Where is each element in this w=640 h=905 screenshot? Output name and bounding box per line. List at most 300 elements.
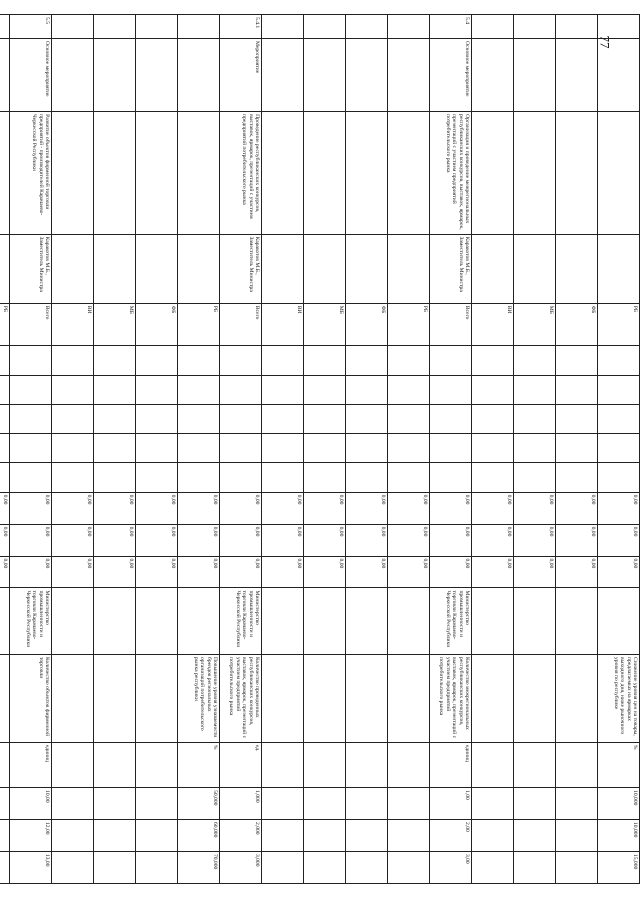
empty-cell xyxy=(556,463,598,492)
indicator-year-2 xyxy=(52,820,94,852)
activity-kind xyxy=(178,38,220,111)
table-row xyxy=(556,15,598,884)
indicator-name: Количество объектов фирменной торговли xyxy=(10,655,52,743)
empty-cell xyxy=(136,434,178,463)
indicator-year-1 xyxy=(94,788,136,820)
funding-source: ВИ xyxy=(52,303,94,346)
activity-kind xyxy=(52,38,94,111)
row-number xyxy=(346,15,388,39)
indicator-year-1 xyxy=(0,788,10,820)
indicator-unit xyxy=(556,742,598,787)
funding-source: РБ xyxy=(388,303,430,346)
amount-year-2: 0,00 xyxy=(556,524,598,556)
indicator-year-2 xyxy=(0,820,10,852)
indicator-year-1 xyxy=(388,788,430,820)
empty-cell xyxy=(262,375,304,404)
empty-cell xyxy=(94,463,136,492)
table-row xyxy=(178,15,220,884)
activity-name xyxy=(0,112,10,234)
funding-source: РБ xyxy=(178,303,220,346)
indicator-year-2 xyxy=(262,820,304,852)
responsible-person xyxy=(514,234,556,303)
empty-cell xyxy=(556,404,598,433)
empty-cell xyxy=(304,346,346,375)
indicator-year-3 xyxy=(262,851,304,883)
empty-cell xyxy=(94,434,136,463)
indicator-unit xyxy=(0,742,10,787)
indicator-name: Количество межрегиональных республиканских конкурсов, выставок, ярмарок, презентаций с участием предприятий потребительского рынка xyxy=(430,655,472,743)
empty-cell xyxy=(514,463,556,492)
empty-cell xyxy=(304,434,346,463)
activity-name xyxy=(178,112,220,234)
amount-year-3: 0,00 xyxy=(304,556,346,588)
empty-cell xyxy=(472,463,514,492)
row-number xyxy=(262,15,304,39)
executor xyxy=(262,588,304,655)
empty-cell xyxy=(304,375,346,404)
table-row xyxy=(262,15,304,884)
activity-kind: Основное мероприятие xyxy=(10,38,52,111)
indicator-name xyxy=(472,655,514,743)
funding-source: РБ xyxy=(598,303,640,346)
amount-year-3: 0,00 xyxy=(52,556,94,588)
indicator-unit xyxy=(514,742,556,787)
empty-cell xyxy=(346,375,388,404)
indicator-year-3: 3,000 xyxy=(220,851,262,883)
funding-source: МБ xyxy=(94,303,136,346)
table-row xyxy=(304,15,346,884)
funding-source: ФБ xyxy=(556,303,598,346)
empty-cell xyxy=(10,346,52,375)
indicator-year-3 xyxy=(136,851,178,883)
indicator-year-2 xyxy=(388,820,430,852)
indicator-year-3: 13,00 xyxy=(10,851,52,883)
indicator-year-2 xyxy=(304,820,346,852)
amount-year-1: 0,00 xyxy=(52,492,94,524)
empty-cell xyxy=(346,346,388,375)
table-row xyxy=(94,15,136,884)
empty-cell xyxy=(10,463,52,492)
empty-cell xyxy=(0,346,10,375)
indicator-year-3 xyxy=(52,851,94,883)
empty-cell xyxy=(556,375,598,404)
amount-year-2: 0,00 xyxy=(10,524,52,556)
indicator-name xyxy=(94,655,136,743)
indicator-year-1 xyxy=(514,788,556,820)
funding-source: РБ xyxy=(0,303,10,346)
amount-year-3: 0,00 xyxy=(0,556,10,588)
row-number xyxy=(304,15,346,39)
empty-cell xyxy=(0,434,10,463)
empty-cell xyxy=(136,463,178,492)
activity-name xyxy=(136,112,178,234)
activity-name xyxy=(262,112,304,234)
indicator-year-1: 10,000 xyxy=(598,788,640,820)
indicator-year-2 xyxy=(514,820,556,852)
activity-kind xyxy=(556,38,598,111)
indicator-year-3: 3,00 xyxy=(430,851,472,883)
indicator-unit xyxy=(136,742,178,787)
indicator-unit: единиц xyxy=(10,742,52,787)
empty-cell xyxy=(598,434,640,463)
executor: Министерство промышленности и торговли Карачаево-Черкесской Республики xyxy=(430,588,472,655)
amount-year-3: 0,00 xyxy=(598,556,640,588)
executor xyxy=(178,588,220,655)
indicator-year-2: 2,00 xyxy=(430,820,472,852)
funding-source: ФБ xyxy=(136,303,178,346)
indicator-unit xyxy=(304,742,346,787)
amount-year-3: 0,00 xyxy=(556,556,598,588)
indicator-unit: % xyxy=(598,742,640,787)
indicator-unit xyxy=(52,742,94,787)
responsible-person xyxy=(304,234,346,303)
empty-cell xyxy=(346,434,388,463)
activity-kind xyxy=(472,38,514,111)
indicator-year-1: 1,000 xyxy=(220,788,262,820)
indicator-year-2 xyxy=(346,820,388,852)
indicator-year-1 xyxy=(556,788,598,820)
amount-year-3: 0,00 xyxy=(136,556,178,588)
amount-year-1: 0,00 xyxy=(220,492,262,524)
activity-kind xyxy=(304,38,346,111)
amount-year-2: 0,00 xyxy=(262,524,304,556)
indicator-year-3 xyxy=(556,851,598,883)
amount-year-1: 0,00 xyxy=(598,492,640,524)
empty-cell xyxy=(388,434,430,463)
row-number xyxy=(0,15,10,39)
amount-year-1: 0,00 xyxy=(556,492,598,524)
empty-cell xyxy=(0,375,10,404)
amount-year-3: 0,00 xyxy=(514,556,556,588)
table-row xyxy=(472,15,514,884)
empty-cell xyxy=(136,346,178,375)
indicator-year-3 xyxy=(94,851,136,883)
empty-cell xyxy=(514,346,556,375)
empty-cell xyxy=(52,463,94,492)
activity-name xyxy=(346,112,388,234)
page-number: 77 xyxy=(597,35,613,49)
empty-cell xyxy=(346,463,388,492)
empty-cell xyxy=(94,404,136,433)
activity-name xyxy=(598,112,640,234)
empty-cell xyxy=(346,404,388,433)
amount-year-1: 0,00 xyxy=(430,492,472,524)
executor xyxy=(514,588,556,655)
indicator-unit: ед. xyxy=(220,742,262,787)
indicator-year-1 xyxy=(346,788,388,820)
row-number xyxy=(556,15,598,39)
indicator-year-1: 10,00 xyxy=(10,788,52,820)
indicator-name xyxy=(514,655,556,743)
empty-cell xyxy=(514,404,556,433)
indicator-name xyxy=(136,655,178,743)
empty-cell xyxy=(430,463,472,492)
amount-year-1: 0,00 xyxy=(10,492,52,524)
activity-kind xyxy=(514,38,556,111)
indicator-year-3 xyxy=(472,851,514,883)
indicator-unit: единиц xyxy=(430,742,472,787)
indicator-year-2 xyxy=(136,820,178,852)
executor: Министерство промышленности и торговли Карачаево-Черкесской Республики xyxy=(220,588,262,655)
indicator-unit xyxy=(472,742,514,787)
empty-cell xyxy=(220,346,262,375)
amount-year-2: 0,00 xyxy=(0,524,10,556)
indicator-unit: % xyxy=(178,742,220,787)
funding-source: ВИ xyxy=(472,303,514,346)
amount-year-3: 0,00 xyxy=(388,556,430,588)
indicator-year-1 xyxy=(304,788,346,820)
empty-cell xyxy=(262,463,304,492)
table-row xyxy=(598,15,640,884)
funding-source: ФБ xyxy=(346,303,388,346)
activity-kind xyxy=(346,38,388,111)
funding-source: Всего xyxy=(430,303,472,346)
row-number xyxy=(136,15,178,39)
executor xyxy=(304,588,346,655)
activity-name xyxy=(556,112,598,234)
amount-year-2: 0,00 xyxy=(304,524,346,556)
table-row xyxy=(430,15,472,884)
responsible-person xyxy=(136,234,178,303)
funding-source: Всего xyxy=(10,303,52,346)
responsible-person xyxy=(52,234,94,303)
empty-cell xyxy=(262,346,304,375)
empty-cell xyxy=(472,434,514,463)
empty-cell xyxy=(178,463,220,492)
activity-kind xyxy=(262,38,304,111)
indicator-year-3 xyxy=(346,851,388,883)
amount-year-1: 0,00 xyxy=(514,492,556,524)
executor xyxy=(94,588,136,655)
indicator-year-1 xyxy=(136,788,178,820)
amount-year-3: 0,00 xyxy=(220,556,262,588)
indicator-year-2: 2,000 xyxy=(220,820,262,852)
activity-kind xyxy=(136,38,178,111)
table-row xyxy=(10,15,52,884)
empty-cell xyxy=(388,346,430,375)
empty-cell xyxy=(388,404,430,433)
activity-name xyxy=(94,112,136,234)
empty-cell xyxy=(598,404,640,433)
amount-year-1: 0,00 xyxy=(178,492,220,524)
empty-cell xyxy=(430,434,472,463)
activity-name xyxy=(304,112,346,234)
indicator-year-1: 50,000 xyxy=(178,788,220,820)
executor xyxy=(346,588,388,655)
responsible-person xyxy=(94,234,136,303)
indicator-unit xyxy=(346,742,388,787)
indicator-year-3 xyxy=(304,851,346,883)
table-row xyxy=(346,15,388,884)
indicator-year-2: 60,000 xyxy=(178,820,220,852)
responsible-person xyxy=(0,234,10,303)
funding-source: МБ xyxy=(304,303,346,346)
activity-name xyxy=(472,112,514,234)
empty-cell xyxy=(94,346,136,375)
empty-cell xyxy=(220,404,262,433)
funding-source: МБ xyxy=(514,303,556,346)
activity-kind xyxy=(597,35,640,111)
empty-cell xyxy=(388,375,430,404)
table-row xyxy=(136,15,178,884)
empty-cell xyxy=(52,404,94,433)
amount-year-1: 0,00 xyxy=(304,492,346,524)
empty-cell xyxy=(514,375,556,404)
row-number xyxy=(472,15,514,39)
indicator-year-1 xyxy=(472,788,514,820)
table-row xyxy=(52,15,94,884)
amount-year-1: 0,00 xyxy=(388,492,430,524)
empty-cell xyxy=(598,463,640,492)
indicator-name xyxy=(346,655,388,743)
empty-cell xyxy=(178,404,220,433)
empty-cell xyxy=(598,375,640,404)
responsible-person xyxy=(262,234,304,303)
indicator-year-3 xyxy=(514,851,556,883)
row-number xyxy=(94,15,136,39)
table-row xyxy=(0,15,10,884)
indicator-name: Количество проведенных республиканских конкурсов, выставок, ярмарок, презентаций с участием предприятий потребительского рынка xyxy=(220,655,262,743)
empty-cell xyxy=(556,434,598,463)
responsible-person: Каракотов М.Б., Заместитель Министра xyxy=(430,234,472,303)
indicator-year-1 xyxy=(262,788,304,820)
activity-name: Развитие объектов фирменной торговли предприятий - производителей Карачаево-Черкесской Республики xyxy=(10,112,52,234)
empty-cell xyxy=(10,404,52,433)
amount-year-2: 0,00 xyxy=(136,524,178,556)
row-number xyxy=(178,15,220,39)
indicator-name xyxy=(262,655,304,743)
indicator-name xyxy=(556,655,598,743)
empty-cell xyxy=(136,404,178,433)
amount-year-1: 0,00 xyxy=(0,492,10,524)
amount-year-3: 0,00 xyxy=(346,556,388,588)
funding-source: ВИ xyxy=(262,303,304,346)
activity-name xyxy=(514,112,556,234)
empty-cell xyxy=(178,375,220,404)
empty-cell xyxy=(178,434,220,463)
indicator-year-3 xyxy=(388,851,430,883)
amount-year-2: 0,00 xyxy=(598,524,640,556)
activity-name xyxy=(52,112,94,234)
responsible-person xyxy=(178,234,220,303)
indicator-year-3: 70,000 xyxy=(178,851,220,883)
table-row xyxy=(388,15,430,884)
empty-cell xyxy=(52,346,94,375)
indicator-year-1 xyxy=(52,788,94,820)
empty-cell xyxy=(262,404,304,433)
amount-year-2: 0,00 xyxy=(94,524,136,556)
empty-cell xyxy=(472,404,514,433)
table-body xyxy=(0,15,640,884)
empty-cell xyxy=(10,434,52,463)
empty-cell xyxy=(0,463,10,492)
amount-year-1: 0,00 xyxy=(346,492,388,524)
indicator-year-2: 12,00 xyxy=(10,820,52,852)
empty-cell xyxy=(388,463,430,492)
indicator-name xyxy=(388,655,430,743)
activity-kind xyxy=(94,38,136,111)
empty-cell xyxy=(598,346,640,375)
empty-cell xyxy=(430,346,472,375)
activity-name: Организация и проведение межрегиональных республиканских конкурсов, выставок, ярмарок, презентаций с участием предприятий потребительского рынка xyxy=(430,112,472,234)
indicator-unit xyxy=(388,742,430,787)
executor xyxy=(556,588,598,655)
indicator-year-3 xyxy=(0,851,10,883)
indicator-name xyxy=(304,655,346,743)
indicator-year-3: 15,000 xyxy=(598,851,640,883)
amount-year-3: 0,00 xyxy=(94,556,136,588)
empty-cell xyxy=(0,404,10,433)
amount-year-1: 0,00 xyxy=(136,492,178,524)
executor xyxy=(388,588,430,655)
amount-year-2: 0,00 xyxy=(346,524,388,556)
amount-year-2: 0,00 xyxy=(430,524,472,556)
funding-source: Всего xyxy=(220,303,262,346)
row-number: 5.4 xyxy=(430,15,472,39)
table-row xyxy=(220,15,262,884)
amount-year-1: 0,00 xyxy=(472,492,514,524)
row-number: 5.4.1 xyxy=(220,15,262,39)
amount-year-2: 0,00 xyxy=(472,524,514,556)
empty-cell xyxy=(430,404,472,433)
indicator-year-2 xyxy=(94,820,136,852)
empty-cell xyxy=(220,375,262,404)
indicator-year-2 xyxy=(556,820,598,852)
indicator-unit xyxy=(94,742,136,787)
empty-cell xyxy=(472,375,514,404)
amount-year-3: 0,00 xyxy=(10,556,52,588)
activity-kind xyxy=(0,38,10,111)
indicator-unit xyxy=(262,742,304,787)
row-number xyxy=(598,15,640,39)
table-row xyxy=(514,15,556,884)
responsible-person xyxy=(388,234,430,303)
empty-cell xyxy=(52,434,94,463)
indicator-year-1: 1,00 xyxy=(430,788,472,820)
executor xyxy=(0,588,10,655)
indicator-year-2: 10,000 xyxy=(598,820,640,852)
empty-cell xyxy=(52,375,94,404)
amount-year-1: 0,00 xyxy=(94,492,136,524)
empty-cell xyxy=(262,434,304,463)
responsible-person xyxy=(556,234,598,303)
empty-cell xyxy=(472,346,514,375)
activity-name: Проведение республиканских конкурсов, выставок, ярмарок, презентаций с участием предприятий потребительского рынка xyxy=(220,112,262,234)
amount-year-2: 0,00 xyxy=(178,524,220,556)
responsible-person: Каракотов М.Б., Заместитель Министра xyxy=(220,234,262,303)
activity-name xyxy=(388,112,430,234)
empty-cell xyxy=(136,375,178,404)
indicator-year-2 xyxy=(472,820,514,852)
executor xyxy=(136,588,178,655)
activity-kind: Мероприятие xyxy=(220,38,262,111)
row-number: 5.5 xyxy=(10,15,52,39)
amount-year-2: 0,00 xyxy=(514,524,556,556)
activity-kind: Основное мероприятие xyxy=(430,38,472,111)
empty-cell xyxy=(514,434,556,463)
empty-cell xyxy=(220,434,262,463)
responsible-person xyxy=(472,234,514,303)
empty-cell xyxy=(304,404,346,433)
program-activities-table xyxy=(0,14,640,884)
amount-year-1: 0,00 xyxy=(262,492,304,524)
empty-cell xyxy=(304,463,346,492)
activity-kind xyxy=(388,38,430,111)
row-number xyxy=(388,15,430,39)
executor xyxy=(52,588,94,655)
amount-year-2: 0,00 xyxy=(52,524,94,556)
row-number xyxy=(52,15,94,39)
